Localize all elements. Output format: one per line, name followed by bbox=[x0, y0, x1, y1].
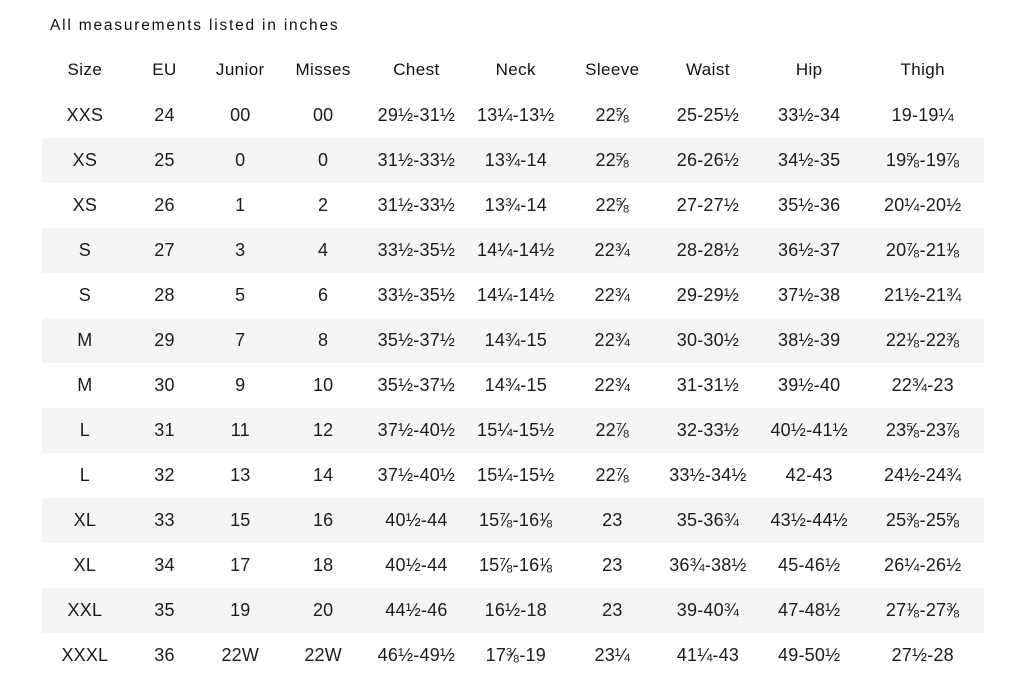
table-cell: 19 bbox=[230, 600, 251, 620]
table-cell: 34 bbox=[154, 555, 175, 575]
table-cell: 27-27½ bbox=[676, 195, 740, 215]
table-cell: 31½-33½ bbox=[377, 195, 456, 215]
table-cell: 1 bbox=[235, 195, 246, 215]
table-cell: 16 bbox=[312, 510, 334, 530]
size-chart-body bbox=[42, 93, 984, 678]
table-cell: 6 bbox=[318, 285, 329, 305]
table-cell: $22^1⁄_8-22^3⁄_8$ bbox=[885, 330, 960, 351]
table-cell: 34½-35 bbox=[778, 150, 841, 170]
column-header-junior: Junior bbox=[215, 59, 265, 79]
table-cell: 37½-40½ bbox=[377, 420, 456, 440]
table-cell: 23 bbox=[602, 555, 623, 575]
table-cell: XL bbox=[73, 555, 97, 575]
table-cell: 0 bbox=[235, 150, 246, 170]
table-cell: 29-29½ bbox=[676, 285, 740, 305]
table-cell: 35 bbox=[154, 600, 175, 620]
table-row bbox=[42, 93, 984, 138]
table-row bbox=[42, 543, 984, 588]
table-cell: 32-33½ bbox=[676, 420, 740, 440]
table-cell: 13 bbox=[230, 465, 251, 485]
table-cell: 22W bbox=[221, 645, 260, 665]
table-cell: 23¼ bbox=[594, 645, 631, 665]
table-cell: 29 bbox=[154, 330, 175, 350]
table-cell: 28-28½ bbox=[676, 240, 740, 260]
table-cell: 24½-24¾ bbox=[883, 465, 962, 485]
table-cell: $22^5⁄_8$ bbox=[595, 150, 630, 171]
table-cell: 4 bbox=[318, 240, 329, 260]
table-cell: 33 bbox=[154, 510, 175, 530]
table-cell: 8 bbox=[318, 330, 329, 350]
table-cell: 35-36¾ bbox=[676, 510, 740, 530]
table-cell: 35½-36 bbox=[778, 195, 841, 215]
table-cell: S bbox=[78, 285, 91, 305]
table-cell: 49-50½ bbox=[778, 645, 841, 665]
column-header-waist: Waist bbox=[685, 59, 730, 79]
table-cell: $22^7⁄_8$ bbox=[595, 465, 630, 486]
table-cell: 46½-49½ bbox=[377, 645, 456, 665]
table-cell: 22¾ bbox=[594, 240, 631, 260]
table-cell: 30-30½ bbox=[676, 330, 740, 350]
table-cell: 15 bbox=[230, 510, 251, 530]
table-cell: 22¾ bbox=[594, 375, 631, 395]
table-cell: $23^5⁄_8-23^7⁄_8$ bbox=[885, 420, 960, 441]
column-header-size: Size bbox=[67, 59, 103, 79]
table-cell: 38½-39 bbox=[778, 330, 841, 350]
table-cell: 22¾ bbox=[594, 285, 631, 305]
measurements-note: All measurements listed in inches bbox=[50, 17, 340, 34]
table-row bbox=[42, 273, 984, 318]
table-cell: 19-19¼ bbox=[891, 105, 954, 125]
table-cell: 13¾-14 bbox=[484, 150, 547, 170]
table-cell: 26 bbox=[154, 195, 175, 215]
column-header-hip: Hip bbox=[795, 59, 823, 79]
table-cell: 30 bbox=[154, 375, 175, 395]
table-cell: 11 bbox=[230, 420, 250, 440]
table-row bbox=[42, 138, 984, 183]
table-cell: 23 bbox=[602, 510, 623, 530]
table-cell: 35½-37½ bbox=[377, 375, 456, 395]
table-cell: 35½-37½ bbox=[377, 330, 456, 350]
table-cell: 39½-40 bbox=[778, 375, 841, 395]
table-cell: $17^3⁄_8-19$ bbox=[485, 645, 546, 666]
table-cell: 36½-37 bbox=[778, 240, 841, 260]
table-cell: 22W bbox=[304, 645, 342, 665]
table-cell: 31-31½ bbox=[676, 375, 740, 395]
table-cell: 00 bbox=[230, 105, 251, 125]
table-cell: 32 bbox=[154, 465, 175, 485]
table-cell: 14 bbox=[312, 465, 334, 485]
table-cell: 2 bbox=[318, 195, 329, 215]
table-cell: 25-25½ bbox=[676, 105, 740, 125]
table-cell: 43½-44½ bbox=[770, 510, 848, 530]
table-cell: 36 bbox=[154, 645, 175, 665]
table-cell: 3 bbox=[235, 240, 246, 260]
table-cell: $15^7⁄_8-16^1⁄_8$ bbox=[478, 555, 553, 576]
table-cell: 40½-41½ bbox=[770, 420, 848, 440]
table-cell: 47-48½ bbox=[778, 600, 841, 620]
size-chart-header bbox=[42, 46, 984, 93]
table-row bbox=[42, 633, 984, 678]
table-cell: 21½-21¾ bbox=[883, 285, 962, 305]
table-cell: 31 bbox=[154, 420, 175, 440]
table-cell: 0 bbox=[318, 150, 329, 170]
table-cell: 23 bbox=[602, 600, 623, 620]
table-row bbox=[42, 183, 984, 228]
table-cell: 20¼-20½ bbox=[883, 195, 962, 215]
table-cell: 14¼-14½ bbox=[477, 240, 555, 260]
table-cell: 7 bbox=[235, 330, 246, 350]
table-row bbox=[42, 363, 984, 408]
table-cell: 20 bbox=[312, 600, 334, 620]
table-cell: L bbox=[79, 465, 90, 485]
table-cell: M bbox=[77, 375, 93, 395]
table-cell: 18 bbox=[312, 555, 334, 575]
header-row bbox=[42, 46, 984, 93]
table-cell: 22¾ bbox=[594, 330, 631, 350]
table-cell: 26-26½ bbox=[676, 150, 740, 170]
column-header-sleeve: Sleeve bbox=[585, 59, 640, 79]
table-cell: 24 bbox=[154, 105, 175, 125]
table-cell: XS bbox=[72, 150, 98, 170]
table-cell: XL bbox=[73, 510, 97, 530]
table-cell: 9 bbox=[235, 375, 246, 395]
column-header-chest: Chest bbox=[393, 59, 440, 79]
table-cell: XS bbox=[72, 195, 98, 215]
table-cell: $20^7⁄_8-21^1⁄_8$ bbox=[885, 240, 960, 261]
table-cell: 14¼-14½ bbox=[477, 285, 555, 305]
table-cell: 26¼-26½ bbox=[883, 555, 962, 575]
table-cell: $25^3⁄_8-25^5⁄_8$ bbox=[885, 510, 960, 531]
table-cell: 37½-40½ bbox=[377, 465, 456, 485]
table-row bbox=[42, 228, 984, 273]
table-cell: $27^1⁄_8-27^3⁄_8$ bbox=[885, 600, 960, 621]
table-cell: $22^5⁄_8$ bbox=[595, 105, 630, 126]
table-cell: XXXL bbox=[61, 645, 109, 665]
table-cell: 40½-44 bbox=[385, 510, 448, 530]
table-row bbox=[42, 588, 984, 633]
table-cell: 27½-28 bbox=[891, 645, 954, 665]
table-cell: XXL bbox=[67, 600, 103, 620]
table-cell: 37½-38 bbox=[778, 285, 841, 305]
table-cell: 14¾-15 bbox=[484, 375, 547, 395]
table-cell: 13¼-13½ bbox=[477, 105, 555, 125]
table-cell: 40½-44 bbox=[385, 555, 448, 575]
table-cell: M bbox=[77, 330, 93, 350]
table-cell: 41¼-43 bbox=[676, 645, 740, 665]
table-cell: 00 bbox=[312, 105, 334, 125]
table-cell: 15¼-15½ bbox=[477, 465, 555, 485]
table-row bbox=[42, 318, 984, 363]
table-cell: 15¼-15½ bbox=[477, 420, 555, 440]
table-cell: 25 bbox=[154, 150, 175, 170]
table-cell: 17 bbox=[230, 555, 251, 575]
table-cell: 28 bbox=[154, 285, 175, 305]
table-cell: 12 bbox=[312, 420, 334, 440]
table-row bbox=[42, 408, 984, 453]
table-row bbox=[42, 498, 984, 543]
table-cell: 16½-18 bbox=[484, 600, 547, 620]
column-header-thigh: Thigh bbox=[900, 59, 945, 79]
size-chart-table bbox=[42, 46, 984, 678]
table-cell: 13¾-14 bbox=[484, 195, 547, 215]
table-cell: 44½-46 bbox=[385, 600, 448, 620]
table-cell: 33½-34 bbox=[778, 105, 841, 125]
table-cell: L bbox=[79, 420, 90, 440]
column-header-misses: Misses bbox=[295, 59, 351, 79]
column-header-eu: EU bbox=[152, 59, 177, 79]
table-cell: $19^5⁄_8-19^7⁄_8$ bbox=[885, 150, 960, 171]
table-row bbox=[42, 453, 984, 498]
table-cell: 33½-35½ bbox=[377, 285, 456, 305]
table-cell: 31½-33½ bbox=[377, 150, 456, 170]
table-cell: 42-43 bbox=[785, 465, 833, 485]
table-cell: $22^7⁄_8$ bbox=[595, 420, 630, 441]
column-header-neck: Neck bbox=[495, 59, 536, 79]
table-cell: 33½-34½ bbox=[669, 465, 747, 485]
table-cell: XXS bbox=[66, 105, 104, 125]
table-cell: 36¾-38½ bbox=[669, 555, 747, 575]
table-cell: 10 bbox=[312, 375, 334, 395]
table-cell: 29½-31½ bbox=[377, 105, 456, 125]
table-cell: $15^7⁄_8-16^1⁄_8$ bbox=[478, 510, 553, 531]
table-cell: 5 bbox=[235, 285, 246, 305]
table-cell: 14¾-15 bbox=[484, 330, 547, 350]
table-cell: 39-40¾ bbox=[676, 600, 740, 620]
table-cell: $22^5⁄_8$ bbox=[595, 195, 630, 216]
table-cell: 22¾-23 bbox=[891, 375, 954, 395]
table-cell: S bbox=[78, 240, 91, 260]
table-cell: 27 bbox=[154, 240, 175, 260]
table-cell: 45-46½ bbox=[778, 555, 841, 575]
table-cell: 33½-35½ bbox=[377, 240, 456, 260]
